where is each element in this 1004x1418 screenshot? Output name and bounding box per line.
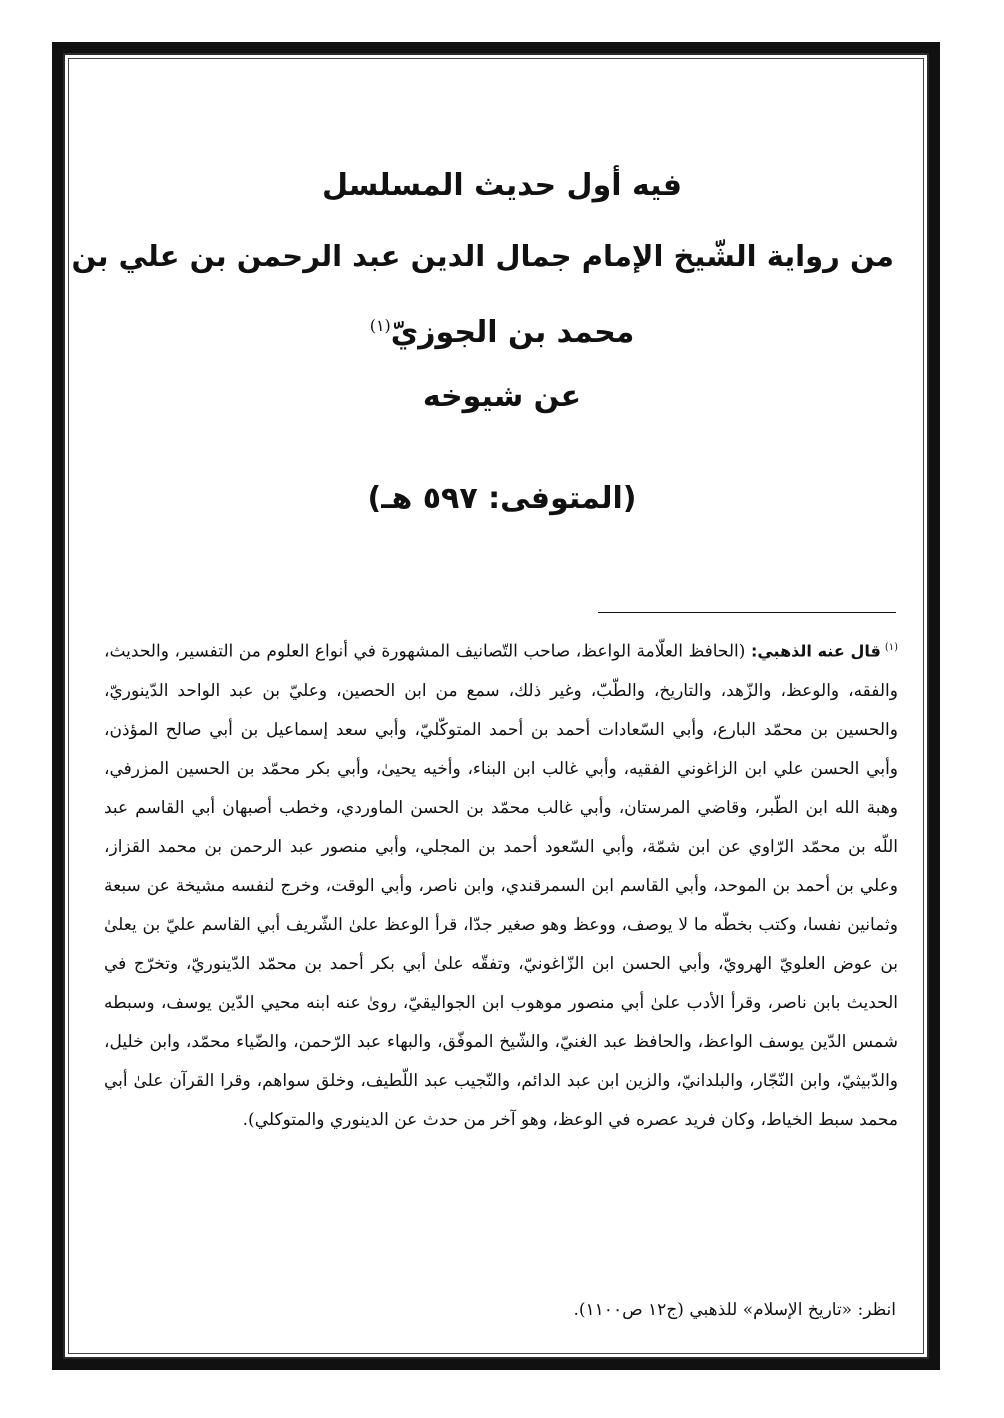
footnote-body: (الحافظ العلّامة الواعظ، صاحب التّصانيف المشهورة في أنواع العلوم من التفسير، والحديث، والفقه، والوعظ، والزّهد، والتاريخ، والطّبّ، وغير ذلك، سمع من ابن الحصين، وعليّ بن عبد الواحد الدّينوريّ، والحسين بن محمّد البارع، وأبي السّعادات أحمد بن أحمد المتوكّليّ، وأبي سعد إسماعيل بن أبي صالح المؤذن، وأبي الحسن علي ابن الزاغوني الفقيه، وأبي غالب ابن البناء، وأخيه يحيىٰ، وأبي بكر محمّد بن الحسين المزرفي، وهبة الله ابن الطّبر، وقاضي المرستان، وأبي غالب محمّد بن الحسن الماوردي، وخطب أصبهان أبي القاسم عبد اللّه بن محمّد الرّاوي عن ابن شمّة، وأبي السّعود أحمد بن المجلي، وأبي منصور عبد الرحمن بن محمد القزاز، وعلي بن أحمد بن الموحد، وأبي القاسم ابن السمرقندي، وابن ناصر، وأبي الوقت، وخرج لنفسه مشيخة عن سبعة وثمانين نفسا، وكتب بخطّه ما لا يوصف، ووعظ وهو صغير جدّا، قرأ الوعظ علىٰ الشّريف أبي القاسم عليّ بن يعلىٰ بن عوض العلويّ الهرويّ، وأبي الحسن ابن الزّاغونيّ، وتفقّه علىٰ أبي بكر أحمد بن محمّد الدّينوريّ، وتخرّج في الحديث بابن ناصر، وقرأ الأدب علىٰ أبي منصور موهوب ابن الجواليقيّ، روىٰ عنه ابنه محيي الدّين يوسف، وسبطه شمس الدّين يوسف الواعظ، والحافظ عبد الغنيّ، والشّيخ الموفّق، والبهاء عبد الرّحمن، والضّياء محمّد، وابن خليل، والدّبيثيّ، وابن النّجّار، والبلدانيّ، والزين ابن عبد الدائم، والنّجيب عبد اللّطيف، وخلق سواهم، وقرا القرآن علىٰ أبي محمد سبط الخياط، وكان فريد عصره في الوعظ، وهو آخر من حدث عن الدينوري والمتوكلي). — [104, 641, 898, 1130]
author-name: محمد بن الجوزيّ — [390, 315, 635, 350]
title-block — [71, 168, 894, 451]
title-line-3 — [110, 310, 894, 349]
footnote-number: (١) — [884, 642, 898, 653]
footnote-separator-rule — [598, 612, 896, 613]
footnote-reference-marker: (١) — [369, 316, 391, 335]
footnote-text — [104, 628, 898, 1140]
death-date-note: (المتوفى: ٥٩٧ هـ) — [367, 481, 637, 516]
title-line-4: عن شيوخه — [422, 379, 582, 414]
footnote-label: قال عنه الذهبي: — [750, 641, 881, 661]
footnote-source-reference: انظر: «تاريخ الإسلام» للذهبي (ج١٢ ص١١٠٠). — [573, 1300, 896, 1320]
title-line-2: من رواية الشّيخ الإمام جمال الدين عبد الرحمن بن علي بن — [71, 239, 894, 273]
title-line-1: فيه أول حديث المسلسل — [321, 168, 683, 203]
